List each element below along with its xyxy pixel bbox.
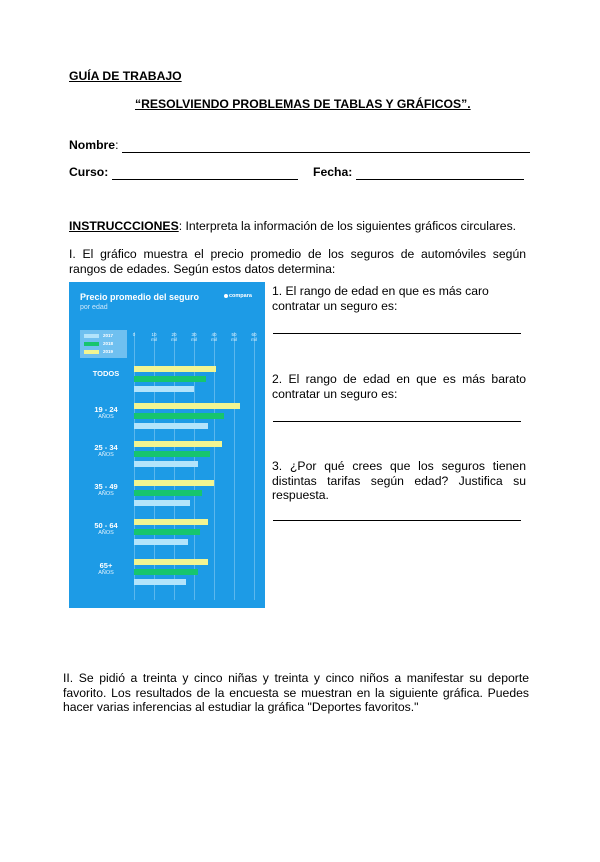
category-name: 19 - 24	[94, 405, 118, 414]
x-tick-value: 0	[132, 332, 136, 337]
bar-2017-5	[134, 579, 186, 585]
x-tick-value: 30	[191, 332, 197, 337]
category-label	[80, 369, 132, 378]
section2-intro: II. Se pidió a treinta y cinco niñas y treinta y cinco niños a manifestar su deporte favorito. Los resultados de la encuesta se muestran en la siguiente gráfica. Puedes hacer varias inferencias al estudiar la gráfica "Deportes favoritos."	[63, 671, 529, 714]
question-1: 1. El rango de edad en que es más caro contratar un seguro es:	[272, 284, 489, 313]
answer-line-3[interactable]	[273, 520, 521, 521]
bar-2019-0	[134, 366, 216, 372]
legend-swatch-2018	[84, 342, 99, 346]
course-row	[69, 165, 298, 180]
bar-2017-3	[134, 500, 190, 506]
chart-title: Precio promedio del seguro	[80, 292, 200, 302]
guide-title: GUÍA DE TRABAJO	[69, 69, 182, 83]
x-tick-unit: mil	[231, 337, 237, 342]
bar-2017-2	[134, 461, 198, 467]
gridline	[254, 332, 255, 600]
bar-2018-4	[134, 529, 200, 535]
x-tick-value: 50	[231, 332, 237, 337]
bar-2019-5	[134, 559, 208, 565]
bar-2018-3	[134, 490, 202, 496]
x-tick-unit: mil	[251, 337, 257, 342]
legend-label-2019: 2019	[103, 349, 114, 354]
x-tick-unit: mil	[151, 337, 157, 342]
insurance-price-chart	[69, 282, 265, 608]
gridline	[214, 332, 215, 600]
bar-2019-1	[134, 403, 240, 409]
course-label: Curso:	[69, 165, 109, 179]
instructions-label: INSTRUCCCIONES	[69, 219, 179, 233]
name-field[interactable]	[122, 152, 530, 153]
date-field[interactable]	[356, 179, 524, 180]
x-tick-unit: mil	[211, 337, 217, 342]
answer-line-1[interactable]	[273, 333, 521, 334]
instructions	[69, 219, 516, 234]
x-tick-label	[166, 332, 182, 342]
bar-2019-3	[134, 480, 214, 486]
category-name: 25 - 34	[94, 443, 118, 452]
date-row	[313, 165, 524, 180]
x-tick-value: 10	[151, 332, 157, 337]
category-unit: AÑOS	[98, 414, 114, 420]
bar-2018-1	[134, 413, 224, 419]
x-tick-label	[226, 332, 242, 342]
category-name: TODOS	[92, 369, 120, 378]
chart-brand-logo: compara	[229, 293, 252, 299]
x-tick-label	[146, 332, 162, 342]
category-unit: AÑOS	[98, 491, 114, 497]
date-label: Fecha:	[313, 165, 353, 179]
answer-line-2[interactable]	[273, 421, 521, 422]
category-name: 50 - 64	[94, 521, 118, 530]
bar-2017-0	[134, 386, 194, 392]
category-unit: AÑOS	[98, 530, 114, 536]
question-3: 3. ¿Por qué crees que los seguros tienen distintas tarifas según edad? Justifica su respuesta.	[272, 459, 526, 502]
chart-legend	[80, 330, 127, 358]
course-field[interactable]	[112, 179, 298, 180]
section1-intro: I. El gráfico muestra el precio promedio de los seguros de automóviles según rangos de edades. Según estos datos determina:	[69, 247, 526, 276]
bar-2017-4	[134, 539, 188, 545]
bar-2018-5	[134, 569, 198, 575]
compara-logo-icon	[224, 294, 228, 298]
question-2: 2. El rango de edad en que es más barato contratar un seguro es:	[272, 372, 526, 401]
bar-2018-0	[134, 376, 206, 382]
x-tick-label	[186, 332, 202, 342]
document-subtitle: “RESOLVIENDO PROBLEMAS DE TABLAS Y GRÁFICOS”.	[135, 97, 471, 111]
category-label	[80, 561, 132, 576]
x-tick-label	[126, 332, 142, 337]
x-tick-label	[206, 332, 222, 342]
chart-plot-area	[132, 332, 257, 600]
category-unit: AÑOS	[98, 452, 114, 458]
gridline	[234, 332, 235, 600]
bar-2018-2	[134, 451, 210, 457]
x-tick-value: 20	[171, 332, 177, 337]
category-label	[80, 482, 132, 497]
chart-subtitle: por edad	[80, 304, 108, 311]
legend-label-2017: 2017	[103, 333, 114, 338]
x-tick-value: 40	[211, 332, 217, 337]
name-colon: :	[115, 138, 119, 152]
name-label: Nombre	[69, 138, 116, 152]
bar-2019-2	[134, 441, 222, 447]
bar-2017-1	[134, 423, 208, 429]
legend-swatch-2017	[84, 334, 99, 338]
category-label	[80, 443, 132, 458]
x-tick-unit: mil	[191, 337, 197, 342]
x-tick-label	[246, 332, 262, 342]
x-tick-value: 60	[251, 332, 257, 337]
instructions-text: : Interpreta la información de los siguientes gráficos circulares.	[178, 219, 517, 233]
category-name: 35 - 49	[94, 482, 118, 491]
legend-label-2018: 2018	[103, 341, 114, 346]
name-row	[69, 138, 526, 153]
category-unit: AÑOS	[98, 570, 114, 576]
category-label	[80, 405, 132, 420]
category-name: 65+	[99, 561, 113, 570]
legend-swatch-2019	[84, 350, 99, 354]
bar-2019-4	[134, 519, 208, 525]
category-label	[80, 521, 132, 536]
x-tick-unit: mil	[171, 337, 177, 342]
